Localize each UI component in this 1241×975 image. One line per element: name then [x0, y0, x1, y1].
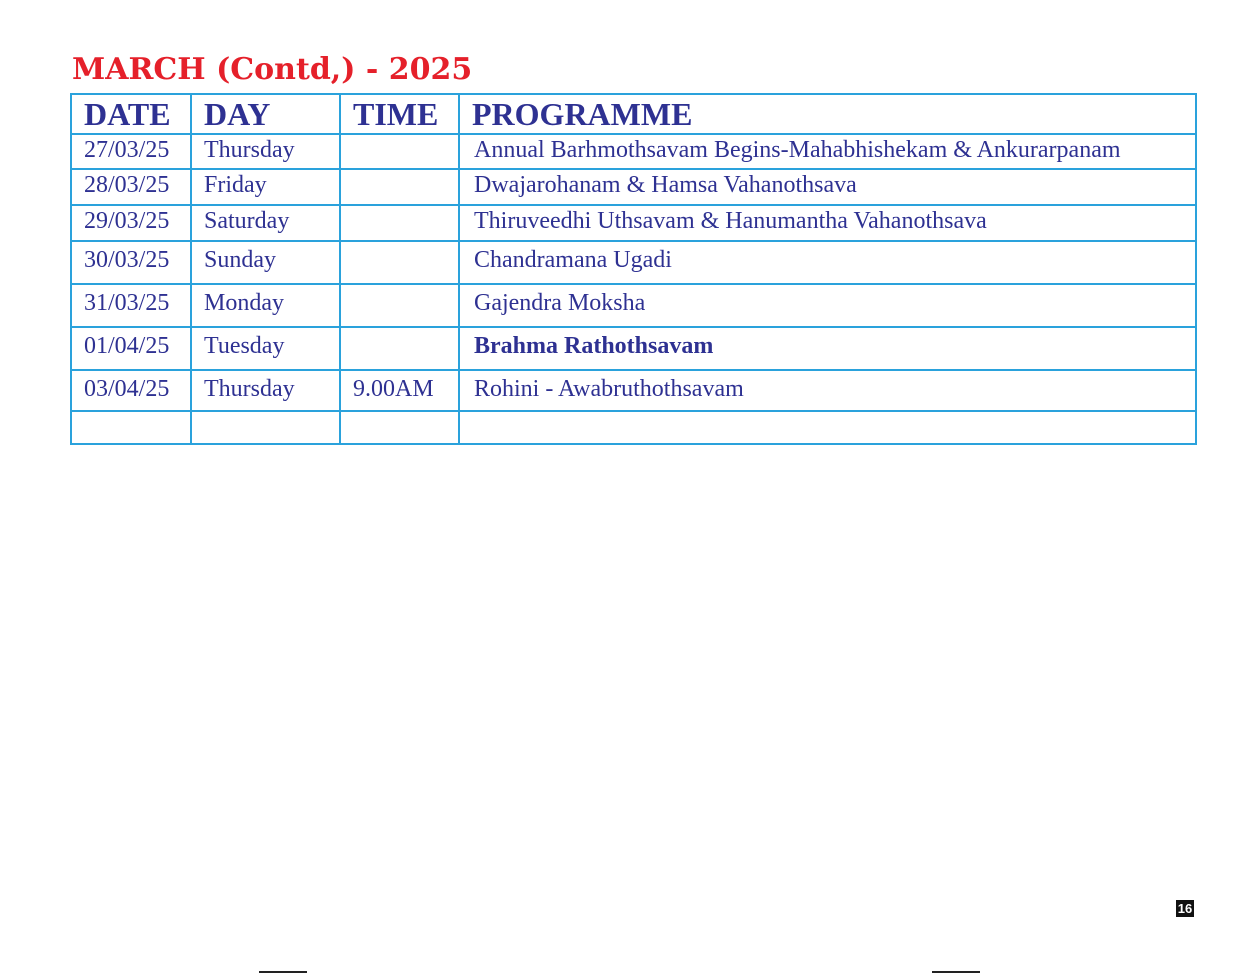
cell-date: 30/03/25: [71, 241, 191, 284]
cell-empty: [459, 411, 1196, 444]
table-header-row: [71, 94, 1196, 134]
crop-mark: [259, 971, 307, 973]
cell-day: Sunday: [191, 241, 340, 284]
cell-day: Friday: [191, 169, 340, 205]
cell-time: [340, 205, 459, 241]
cell-time: [340, 169, 459, 205]
table-row-empty: [71, 411, 1196, 444]
cell-empty: [71, 411, 191, 444]
cell-programme: Rohini - Awabruthothsavam: [459, 370, 1196, 411]
cell-time: 9.00AM: [340, 370, 459, 411]
header-date: DATE: [71, 94, 191, 134]
table-row: [71, 169, 1196, 205]
page-number: 16: [1177, 901, 1193, 916]
cell-time: [340, 241, 459, 284]
cell-programme: Annual Barhmothsavam Begins-Mahabhishekam & Ankurarpanam: [459, 134, 1196, 169]
cell-programme: Thiruveedhi Uthsavam & Hanumantha Vahanothsava: [459, 205, 1196, 241]
cell-time: [340, 134, 459, 169]
cell-date: 29/03/25: [71, 205, 191, 241]
table-row: [71, 284, 1196, 327]
cell-day: Saturday: [191, 205, 340, 241]
cell-time: [340, 284, 459, 327]
cell-empty: [191, 411, 340, 444]
cell-date: 27/03/25: [71, 134, 191, 169]
cell-empty: [340, 411, 459, 444]
table-row: [71, 370, 1196, 411]
cell-programme: Chandramana Ugadi: [459, 241, 1196, 284]
cell-day: Thursday: [191, 370, 340, 411]
cell-programme: Gajendra Moksha: [459, 284, 1196, 327]
crop-mark: [932, 971, 980, 973]
page-title: MARCH (Contd,) - 2025: [72, 52, 473, 87]
cell-day: Tuesday: [191, 327, 340, 370]
table-row: [71, 241, 1196, 284]
header-programme: PROGRAMME: [459, 94, 1196, 134]
header-time: TIME: [340, 94, 459, 134]
cell-programme: Dwajarohanam & Hamsa Vahanothsava: [459, 169, 1196, 205]
cell-time: [340, 327, 459, 370]
table-row: [71, 134, 1196, 169]
cell-date: 31/03/25: [71, 284, 191, 327]
schedule-table: [70, 93, 1197, 445]
cell-date: 03/04/25: [71, 370, 191, 411]
cell-day: Monday: [191, 284, 340, 327]
header-day: DAY: [191, 94, 340, 134]
table-row: [71, 327, 1196, 370]
cell-date: 28/03/25: [71, 169, 191, 205]
cell-day: Thursday: [191, 134, 340, 169]
table-row: [71, 205, 1196, 241]
cell-date: 01/04/25: [71, 327, 191, 370]
cell-programme-highlight: Brahma Rathothsavam: [459, 327, 1196, 370]
